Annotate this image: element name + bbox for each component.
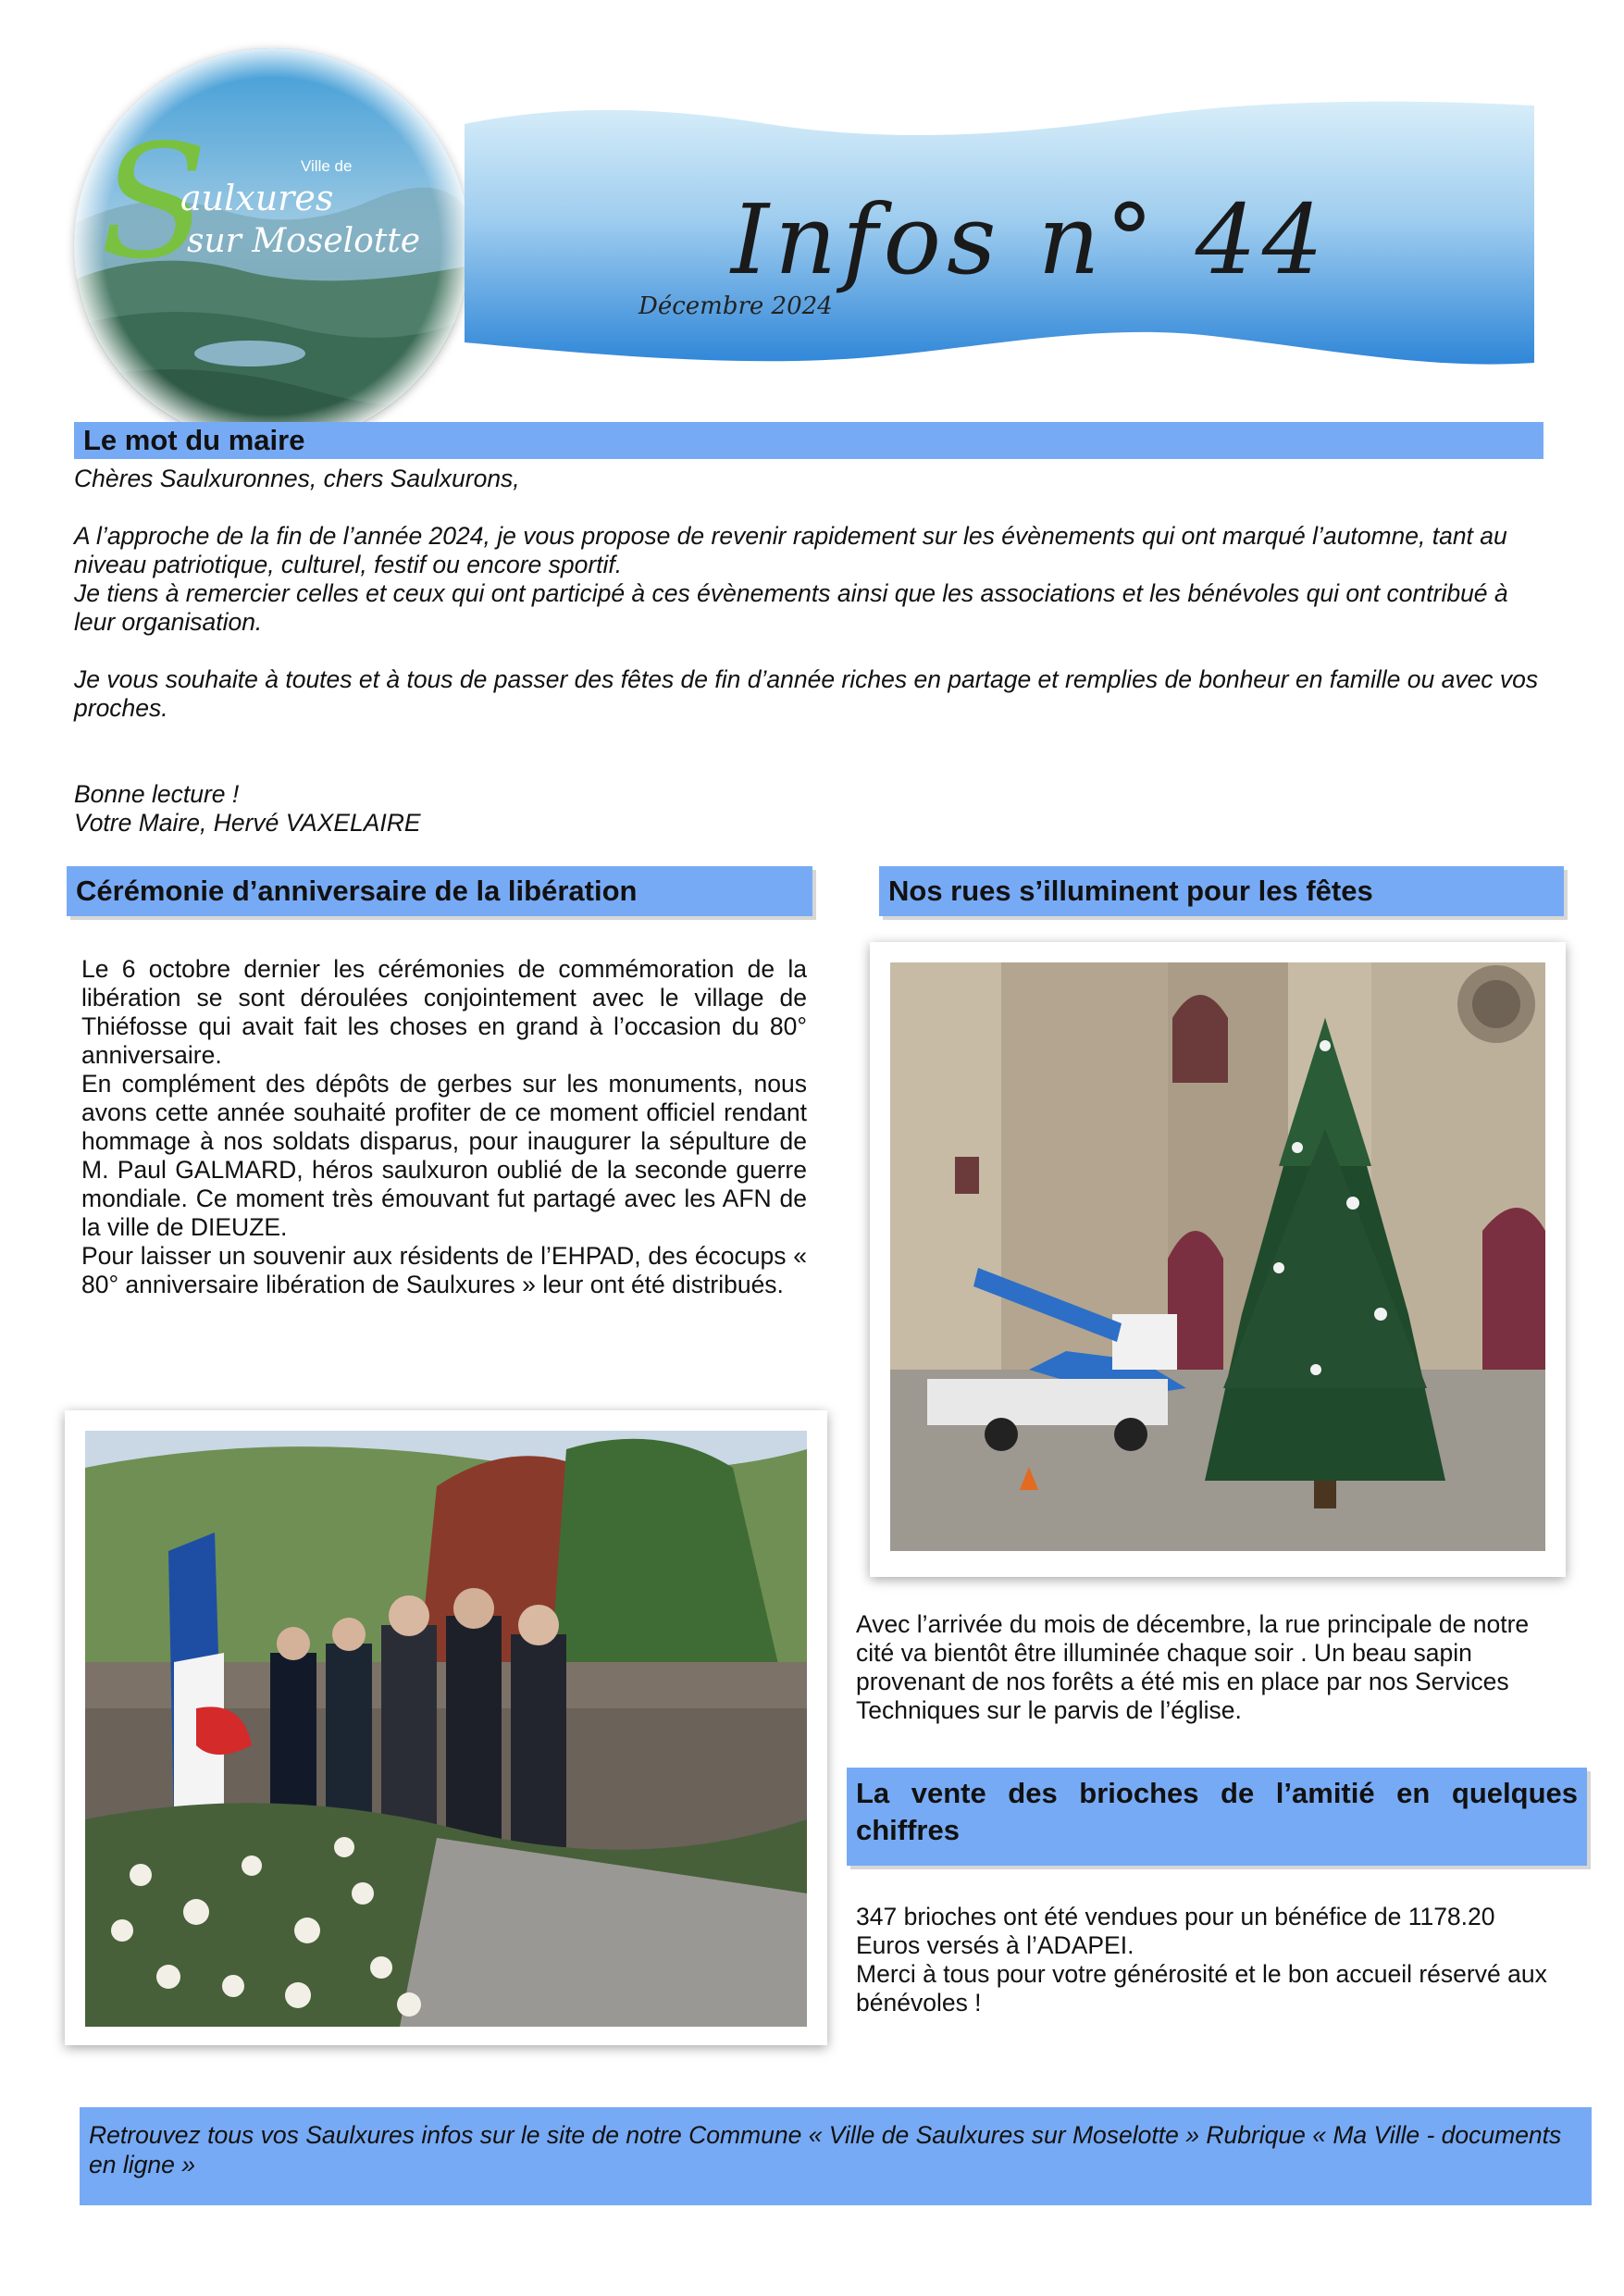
brioches-paragraph-2: Merci à tous pour votre générosité et le bon accueil réservé aux bénévoles ! <box>856 1960 1547 2017</box>
brioches-heading: La vente des brioches de l’amitié en quelques chiffres <box>847 1768 1587 1866</box>
mot-du-maire-heading: Le mot du maire <box>74 422 1543 459</box>
mot-du-maire-body <box>74 465 1555 838</box>
maire-closing-2: Votre Maire, Hervé VAXELAIRE <box>74 809 421 837</box>
brioches-text <box>856 1903 1559 2017</box>
salutation: Chères Saulxuronnes, chers Saulxurons, <box>74 465 520 492</box>
newsletter-title: Infos n° 44 <box>731 183 1329 296</box>
logo-line1-text: aulxures <box>180 178 334 218</box>
footer-website-note: Retrouvez tous vos Saulxures infos sur le site de notre Commune « Ville de Saulxures sur Moselotte » Rubrique « Ma Ville - documents en ligne » <box>80 2107 1592 2205</box>
ceremony-photo <box>65 1410 827 2045</box>
ceremonie-heading: Cérémonie d’anniversaire de la libération <box>67 866 812 916</box>
illuminations-text: Avec l’arrivée du mois de décembre, la rue principale de notre cité va bientôt être illuminée chaque soir . Un beau sapin provenant de nos forêts a été mis en place par nos Services Techniques sur le parvis de l’église. <box>856 1610 1530 1724</box>
ceremonie-paragraph-2: En complément des dépôts de gerbes sur les monuments, nous avons cette année souhaité profiter de ce moment officiel rendant hommage à nos soldats disparus, pour inaugurer la sépulture de M. Paul GALMARD, héros saulxuron oublié de la seconde guerre mondiale. Ce moment très émouvant fut partagé avec les AFN de la ville de DIEUZE. <box>81 1070 807 1241</box>
maire-paragraph-3: Je vous souhaite à toutes et à tous de passer des fêtes de fin d’année riches en partage et remplies de bonheur en famille ou avec vos proches. <box>74 665 1539 722</box>
ceremonie-text <box>81 955 807 1299</box>
logo-line2-text: sur Moselotte <box>187 222 421 260</box>
logo-big-s: S <box>100 111 208 294</box>
christmas-tree-photo <box>870 942 1566 1577</box>
maire-paragraph-1: A l’approche de la fin de l’année 2024, je vous propose de revenir rapidement sur les évènements qui ont marqué l’automne, tant au niveau patriotique, culturel, festif ou encore sportif. <box>74 522 1507 578</box>
maire-paragraph-2: Je tiens à remercier celles et ceux qui ont participé à ces évènements ainsi que les associations et les bénévoles qui ont contribué à leur organisation. <box>74 579 1508 636</box>
logo-prefix-text: Ville de <box>301 157 353 175</box>
newsletter-date: Décembre 2024 <box>638 292 833 320</box>
maire-closing-1: Bonne lecture ! <box>74 780 240 808</box>
brioches-paragraph-1: 347 brioches ont été vendues pour un bénéfice de 1178.20 Euros versés à l’ADAPEI. <box>856 1903 1495 1959</box>
illuminations-heading: Nos rues s’illuminent pour les fêtes <box>879 866 1564 916</box>
ceremonie-paragraph-3: Pour laisser un souvenir aux résidents de l’EHPAD, des écocups « 80° anniversaire libération de Saulxures » leur ont été distribués. <box>81 1242 807 1298</box>
ceremonie-paragraph-1: Le 6 octobre dernier les cérémonies de commémoration de la libération se sont déroulées conjointement avec le village de Thiéfosse qui avait fait les choses en grand à l’occasion du 80° anniversaire. <box>81 955 807 1069</box>
town-logo <box>74 48 470 444</box>
